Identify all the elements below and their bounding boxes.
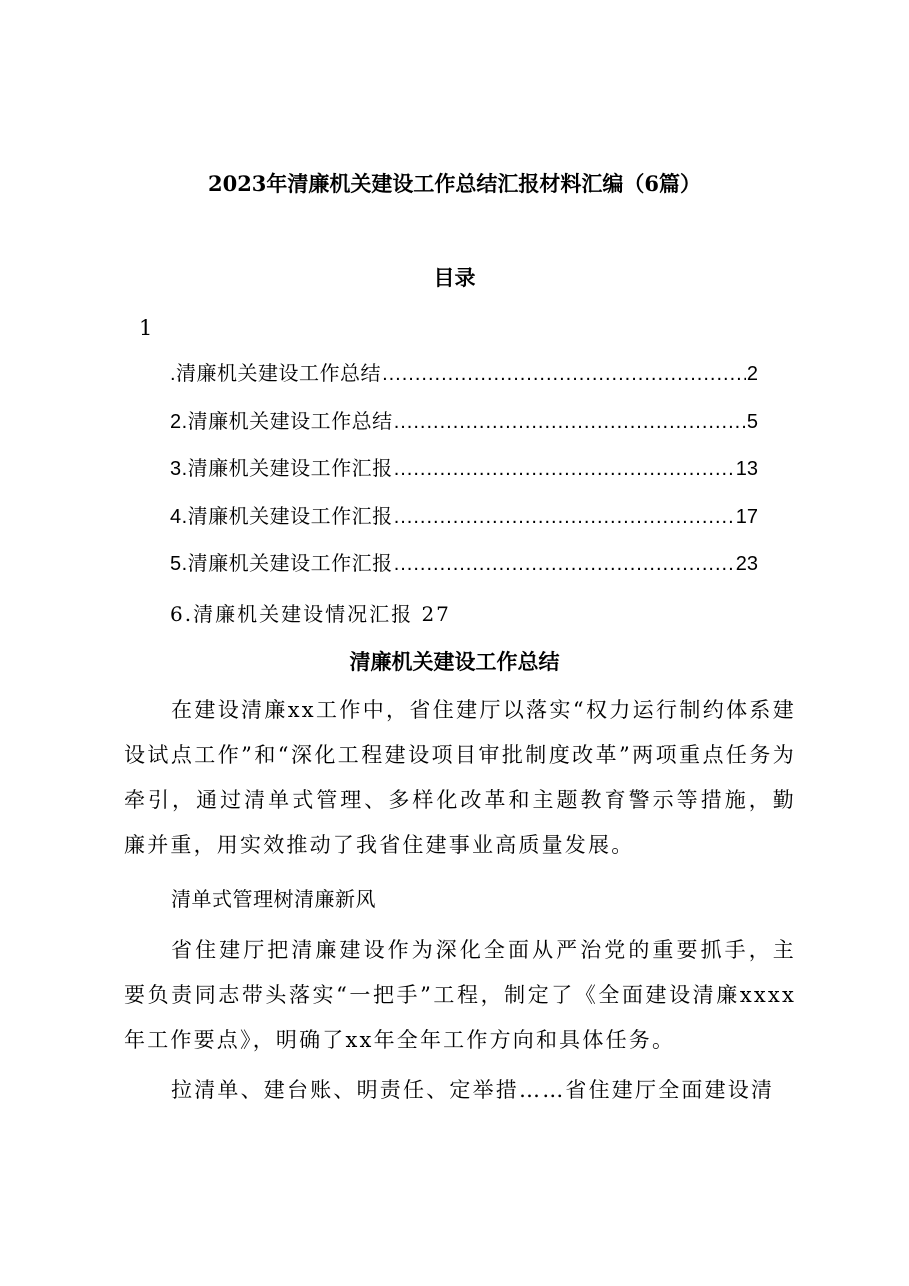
toc-entry-2[interactable] — [170, 405, 758, 453]
toc-dot-leader — [394, 458, 735, 481]
section-subheading: 清单式管理树清廉新风 — [171, 889, 376, 911]
body-paragraph-2: 省住建厅把清廉建设作为深化全面从严治党的重要抓手，主要负责同志带头落实“一把手”工程，制定了《全面建设清廉xxxx年工作要点》，明确了xx年全年工作方向和具体任务。 — [124, 938, 796, 1052]
toc-dot-leader — [394, 506, 735, 529]
toc-entry-5[interactable] — [170, 547, 758, 595]
toc-entry-label: 3.清廉机关建设工作汇报 — [170, 458, 393, 480]
toc-entry-6[interactable]: 6.清廉机关建设情况汇报 27 — [170, 602, 451, 626]
toc-entry-label: 4.清廉机关建设工作汇报 — [170, 505, 393, 528]
toc-dot-leader — [394, 553, 735, 576]
toc-entry-page: 17 — [735, 505, 758, 528]
toc-entry-page: 13 — [735, 458, 758, 480]
toc-stray-number: 1 — [139, 316, 153, 340]
table-of-contents — [170, 357, 758, 595]
document-title: 2023年清廉机关建设工作总结汇报材料汇编（6篇） — [207, 171, 702, 196]
toc-entry-page: 5 — [746, 410, 758, 433]
toc-entry-page: 2 — [746, 363, 758, 385]
toc-entry-4[interactable] — [170, 500, 758, 548]
toc-heading: 目录 — [433, 265, 476, 290]
toc-entry-label: 5.清廉机关建设工作汇报 — [170, 553, 393, 575]
toc-entry-1[interactable] — [170, 357, 758, 405]
toc-dot-leader — [394, 411, 746, 434]
toc-entry-3[interactable] — [170, 452, 758, 500]
toc-dot-leader — [382, 363, 746, 386]
toc-entry-label: 2.清廉机关建设工作总结 — [170, 410, 393, 433]
section-title: 清廉机关建设工作总结 — [349, 649, 560, 674]
toc-entry-page: 23 — [735, 553, 758, 575]
toc-entry-label: .清廉机关建设工作总结 — [170, 363, 382, 385]
body-paragraph-1: 在建设清廉xx工作中，省住建厅以落实“权力运行制约体系建设试点工作”和“深化工程建设项目审批制度改革”两项重点任务为牵引，通过清单式管理、多样化改革和主题教育警示等措施，勤廉并重，用实效推动了我省住建事业高质量发展。 — [124, 698, 796, 857]
body-paragraph-3: 拉清单、建台账、明责任、定举措……省住建厅全面建设清 — [171, 1078, 775, 1102]
